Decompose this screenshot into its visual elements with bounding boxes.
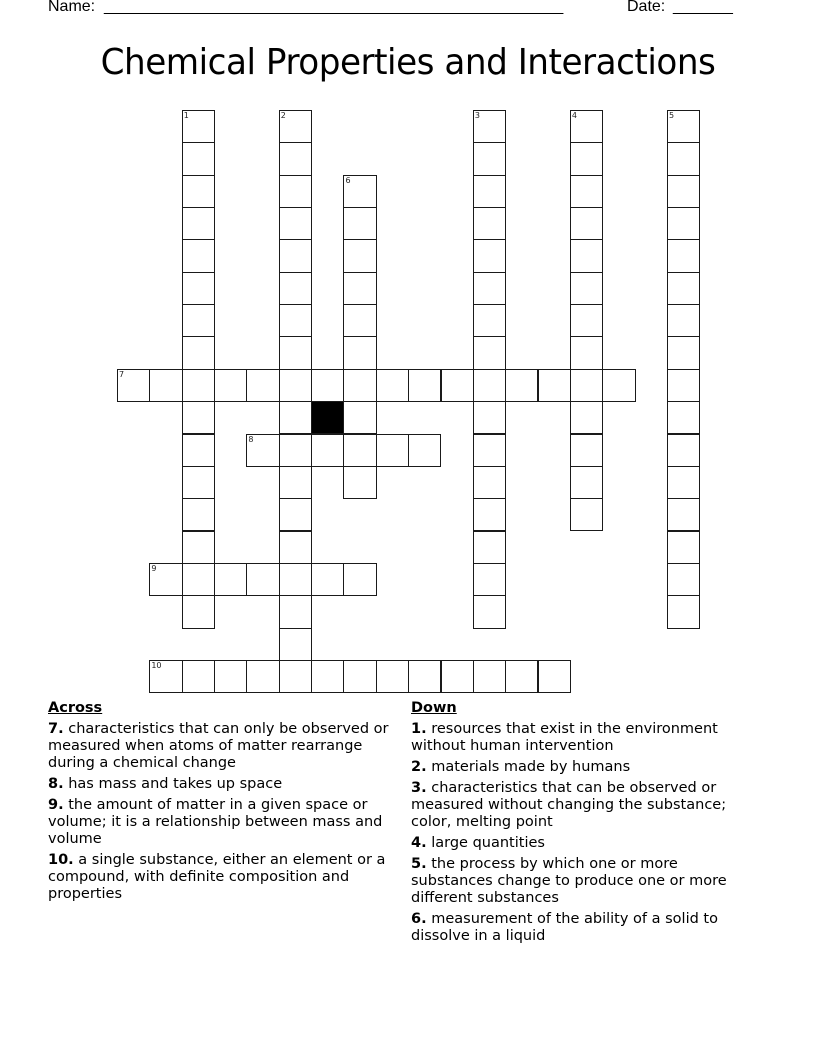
cell-number: 3 [474,111,480,120]
grid-cell[interactable] [343,466,376,499]
grid-cell[interactable] [182,401,215,434]
grid-cell[interactable] [279,563,312,596]
grid-cell[interactable] [182,369,215,402]
grid-cell[interactable] [473,239,506,272]
grid-cell[interactable] [279,498,312,531]
grid-cell[interactable] [343,175,376,208]
grid-cell[interactable] [473,498,506,531]
clue-across-9 [48,797,404,848]
grid-cell[interactable] [182,531,215,564]
clue-number: 8. [48,776,64,792]
grid-cell[interactable] [570,110,603,143]
grid-cell[interactable] [667,434,700,467]
grid-cell[interactable] [473,336,506,369]
grid-cell[interactable] [667,466,700,499]
clue-down-4 [411,835,761,852]
grid-cell[interactable] [117,369,150,402]
grid-cell[interactable] [279,466,312,499]
grid-cell[interactable] [182,110,215,143]
grid-cell[interactable] [667,595,700,628]
date-label: Date: [627,0,666,15]
grid-cell[interactable] [246,563,279,596]
grid-cell[interactable] [279,628,312,661]
across-heading: Across [48,700,103,716]
grid-cell[interactable] [441,369,474,402]
grid-cell[interactable] [182,563,215,596]
clue-text: large quantities [431,835,545,851]
down-clues [411,700,761,949]
grid-cell[interactable] [667,304,700,337]
grid-cell[interactable] [570,466,603,499]
grid-cell[interactable] [182,175,215,208]
grid-cell[interactable] [570,239,603,272]
cell-number: 10 [151,660,162,670]
grid-cell[interactable] [667,369,700,402]
grid-cell[interactable] [182,207,215,240]
grid-cell[interactable] [182,239,215,272]
grid-cell[interactable] [667,272,700,305]
grid-cell[interactable] [182,466,215,499]
black-cell [311,401,344,434]
grid-cell[interactable] [311,434,344,467]
clue-down-1 [411,721,761,755]
grid-cell[interactable] [570,304,603,337]
grid-cell[interactable] [667,563,700,596]
grid-cell[interactable] [343,272,376,305]
grid-cell[interactable] [343,563,376,596]
grid-cell[interactable] [570,207,603,240]
grid-cell[interactable] [246,369,279,402]
grid-cell[interactable] [246,660,279,693]
grid-cell[interactable] [311,660,344,693]
grid-cell[interactable] [667,336,700,369]
grid-cell[interactable] [279,595,312,628]
grid-cell[interactable] [182,272,215,305]
grid-cell[interactable] [182,304,215,337]
clue-across-8 [48,776,404,793]
grid-cell[interactable] [473,434,506,467]
clue-text: a single substance, either an element or a compound, with definite composition and properties [48,852,386,902]
clue-text: materials made by humans [431,759,631,775]
clue-text: characteristics that can be observed or measured without changing the substance; color, melting point [411,780,727,830]
grid-cell[interactable] [602,369,635,402]
grid-cell[interactable] [279,401,312,434]
grid-cell[interactable] [279,272,312,305]
grid-cell[interactable] [667,401,700,434]
cell-number: 5 [668,111,675,120]
grid-cell[interactable] [376,369,409,402]
clue-number: 7. [48,721,64,737]
grid-cell[interactable] [473,369,506,402]
clue-down-5 [411,856,761,907]
grid-cell[interactable] [279,207,312,240]
clue-number: 5. [411,856,427,872]
grid-cell[interactable] [279,175,312,208]
grid-cell[interactable] [343,239,376,272]
grid-cell[interactable] [538,660,571,693]
grid-cell[interactable] [473,304,506,337]
grid-cell[interactable] [667,175,700,208]
grid-cell[interactable] [279,531,312,564]
grid-cell[interactable] [279,142,312,175]
grid-cell[interactable] [570,401,603,434]
name-label: Name: [48,0,96,15]
cell-number: 7 [119,369,125,379]
grid-cell[interactable] [441,660,474,693]
grid-cell[interactable] [279,369,312,402]
clue-down-2 [411,759,761,776]
grid-cell[interactable] [182,336,215,369]
grid-cell[interactable] [408,434,441,467]
grid-cell[interactable] [667,142,700,175]
grid-cell[interactable] [182,142,215,175]
clue-text: resources that exist in the environment without human intervention [411,721,718,754]
grid-cell[interactable] [667,207,700,240]
grid-cell[interactable] [473,563,506,596]
grid-cell[interactable] [182,498,215,531]
grid-cell[interactable] [343,401,376,434]
grid-cell[interactable] [667,239,700,272]
grid-cell[interactable] [570,498,603,531]
cell-number: 4 [571,111,577,120]
grid-cell[interactable] [279,336,312,369]
name-field[interactable]: ______________________________________________________ [104,0,563,15]
grid-cell[interactable] [343,660,376,693]
grid-cell[interactable] [279,304,312,337]
grid-cell[interactable] [473,272,506,305]
grid-cell[interactable] [473,207,506,240]
grid-cell[interactable] [343,207,376,240]
grid-cell[interactable] [343,336,376,369]
clue-number: 10. [48,852,74,868]
grid-cell[interactable] [538,369,571,402]
grid-cell[interactable] [667,498,700,531]
grid-cell[interactable] [343,369,376,402]
cell-number: 1 [183,111,189,120]
grid-cell[interactable] [214,369,247,402]
grid-cell[interactable] [473,175,506,208]
clue-down-6 [411,911,761,945]
grid-cell[interactable] [279,660,312,693]
grid-cell[interactable] [473,401,506,434]
grid-cell[interactable] [182,595,215,628]
grid-cell[interactable] [279,110,312,143]
grid-cell[interactable] [408,660,441,693]
grid-cell[interactable] [570,369,603,402]
clue-text: characteristics that can only be observed or measured when atoms of matter rearrange during a chemical change [48,721,389,771]
grid-cell[interactable] [182,434,215,467]
date-field[interactable]: _______ [673,0,733,15]
page-title: Chemical Properties and Interactions [100,42,716,83]
grid-cell[interactable] [570,142,603,175]
clue-number: 2. [411,759,427,775]
clue-text: the amount of matter in a given space or volume; it is a relationship between mass and volume [48,797,383,847]
grid-cell[interactable] [214,660,247,693]
down-heading: Down [411,700,457,716]
grid-cell[interactable] [473,110,506,143]
grid-cell[interactable] [279,239,312,272]
grid-cell[interactable] [667,531,700,564]
grid-cell[interactable] [570,336,603,369]
clue-number: 3. [411,780,427,796]
grid-cell[interactable] [473,660,506,693]
grid-cell[interactable] [343,304,376,337]
grid-cell[interactable] [570,272,603,305]
grid-cell[interactable] [149,563,182,596]
across-clues [48,700,404,907]
clue-number: 1. [411,721,427,737]
cell-number: 2 [280,111,286,120]
grid-cell[interactable] [214,563,247,596]
grid-cell[interactable] [570,175,603,208]
cell-number: 9 [151,563,157,573]
grid-cell[interactable] [570,434,603,467]
clue-text: the process by which one or more substances change to produce one or more different substances [411,856,727,906]
grid-cell[interactable] [376,660,409,693]
clue-number: 4. [411,835,427,851]
grid-cell[interactable] [182,660,215,693]
grid-cell[interactable] [376,434,409,467]
grid-cell[interactable] [408,369,441,402]
grid-cell[interactable] [473,466,506,499]
clue-text: has mass and takes up space [68,776,283,792]
clue-across-10 [48,852,404,903]
grid-cell[interactable] [667,110,700,143]
grid-cell[interactable] [343,434,376,467]
grid-cell[interactable] [311,369,344,402]
cell-number: 6 [345,175,351,185]
grid-cell[interactable] [246,434,279,467]
grid-cell[interactable] [473,595,506,628]
clue-down-3 [411,780,761,831]
grid-cell[interactable] [279,434,312,467]
grid-cell[interactable] [311,563,344,596]
grid-cell[interactable] [505,660,538,693]
clue-across-7 [48,721,404,772]
cell-number: 8 [248,434,254,444]
grid-cell[interactable] [473,142,506,175]
grid-cell[interactable] [149,369,182,402]
grid-cell[interactable] [505,369,538,402]
grid-cell[interactable] [473,531,506,564]
grid-cell[interactable] [149,660,182,693]
clue-text: measurement of the ability of a solid to dissolve in a liquid [411,911,718,944]
clue-number: 9. [48,797,64,813]
clue-number: 6. [411,911,427,927]
